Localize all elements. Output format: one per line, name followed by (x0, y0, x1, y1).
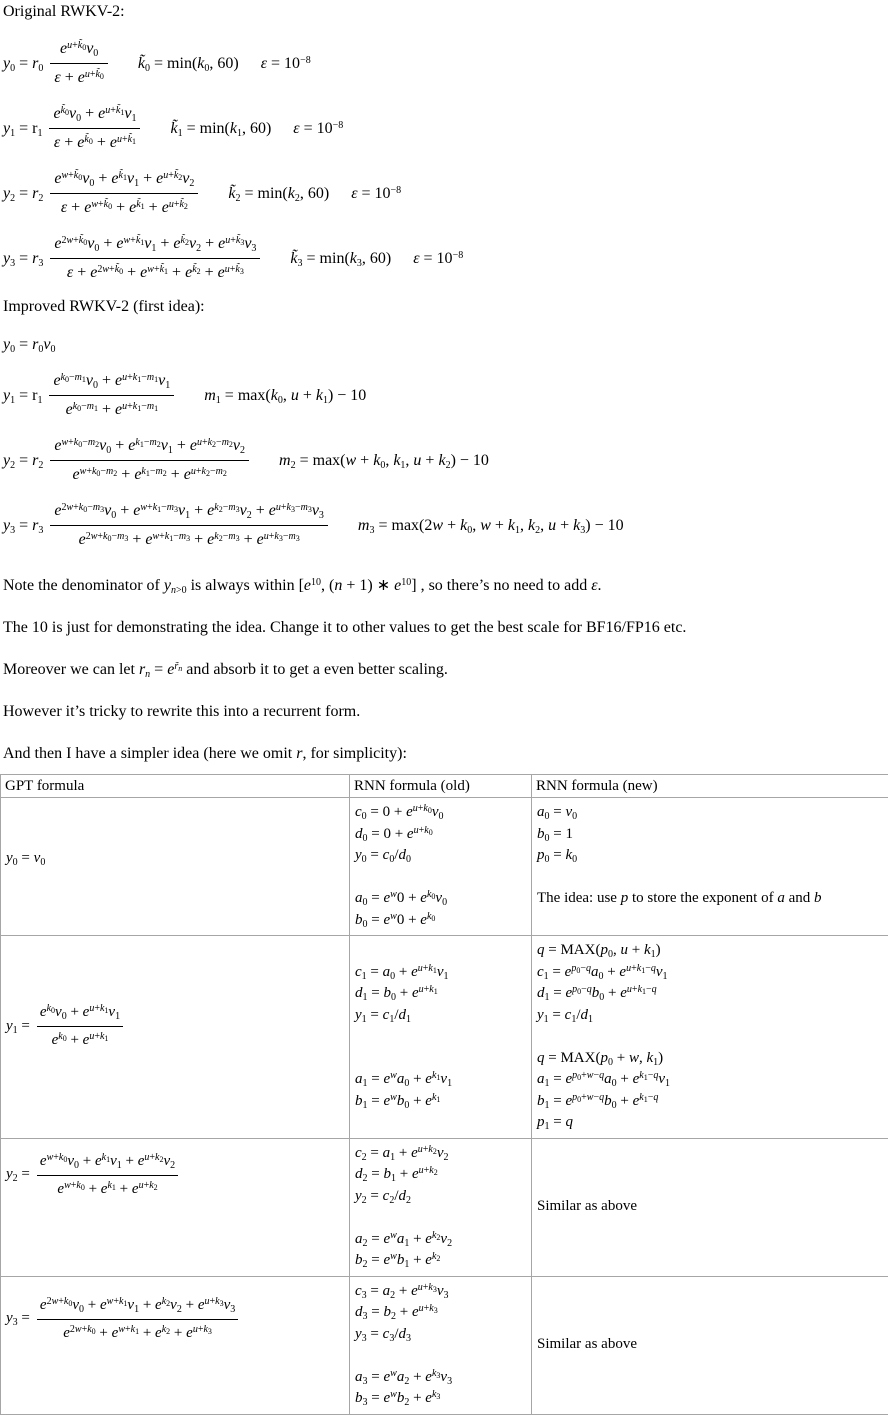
fraction-denominator: $e^{w+k_0} + e^{k_1} + e^{u+k_2}$ (37, 1175, 178, 1200)
fraction (50, 38, 108, 89)
formula-condition: $m_1 = \max(k_0$, $u + k_1) - 10$ (204, 386, 367, 406)
column-header-rnn-new: RNN formula (new) (532, 775, 888, 798)
table-line: $y_2 = c_2/d_2$ (355, 1187, 411, 1206)
formula-lhs: $y_2 = r_2$ (3, 451, 44, 471)
table-line: $d_1 = b_0 + e^{u+k_1}$ (355, 984, 438, 1003)
table-line: $p_1 = q$ (537, 1114, 573, 1132)
fraction-denominator: $\varepsilon + e^{w+k̃_0} + e^{k̃_1} + e^{u+k̃_2}$ (50, 193, 198, 219)
fraction-denominator: $e^{2w+k_0} + e^{w+k_1} + e^{k_2} + e^{u+k_3}$ (37, 1319, 238, 1344)
formula-improved-y2 (3, 435, 888, 486)
table-line (355, 1345, 526, 1367)
rnn-old-cell-y1 (350, 936, 532, 1139)
table-row-y3 (1, 1276, 888, 1414)
formula-comparison-table (0, 774, 888, 1415)
table-line: The idea: use p to store the exponent of a and b (537, 890, 822, 906)
table-line (355, 940, 526, 962)
rnn-old-cell-y3 (350, 1276, 532, 1414)
formula-condition: $k̃_2 = \min(k_2$, 60) (228, 184, 330, 204)
table-line: Similar as above (537, 1336, 637, 1353)
formula-epsilon: $\varepsilon = 10^{-8}$ (413, 249, 464, 267)
table-line: $y_1 = c_1/d_1$ (537, 1006, 593, 1025)
rnn-new-cell-y3 (532, 1276, 888, 1414)
table-row-y2 (1, 1138, 888, 1276)
fraction-denominator: $e^{k_0-m_1} + e^{u+k_1-m_1}$ (49, 395, 174, 421)
fraction (37, 1295, 238, 1344)
column-header-rnn-old: RNN formula (old) (350, 775, 532, 798)
formula-lhs: $y_3 = r_3$ (3, 516, 44, 536)
fraction-numerator: $e^{2w+k̃_0}v_0 + e^{w+k̃_1}v_1 + e^{k̃_2}v_2 + e^{u+k̃_3}v_3$ (54, 235, 257, 254)
rnn-old-cell-y2 (350, 1138, 532, 1276)
note-denominator: Note the denominator of $y_{n>0}$ is always within [$e^{10}$, (n + 1) ∗ $e^{10}$] , so there’s no need to add ε. (3, 577, 602, 596)
table-line: $d_3 = b_2 + e^{u+k_3}$ (355, 1303, 438, 1322)
formula-lhs: $y_1 = r_1$ (3, 386, 43, 406)
table-line: $c_1 = e^{p_0-q}a_0 + e^{u+k_1-q}v_1$ (537, 962, 668, 982)
table-line: $a_0 = v_0$ (537, 804, 578, 822)
table-line (537, 867, 883, 889)
heading-original-rwkv2: Original RWKV-2: (3, 3, 125, 20)
formula-improved-y3 (3, 500, 888, 551)
rnn-old-cell-y0 (350, 798, 532, 936)
heading-improved-rwkv2: Improved RWKV-2 (first idea): (3, 298, 205, 315)
table-line: $a_2 = e^wa_1 + e^{k_2}v_2$ (355, 1229, 453, 1249)
fraction-denominator: $e^{2w+k_0-m_3} + e^{w+k_1-m_3} + e^{k_2-m_3} + e^{u+k_3-m_3}$ (50, 525, 328, 551)
rnn-new-cell-y1 (532, 936, 888, 1139)
fraction (50, 435, 249, 486)
table-line: $q = MAX(p_0$, $u + k_1$) (537, 942, 661, 960)
fraction-numerator: $e^{k_0-m_1}v_0 + e^{u+k_1-m_1}v_1$ (53, 372, 171, 391)
fraction-numerator: $e^{2w+k_0-m_3}v_0 + e^{w+k_1-m_3}v_1 + e^{k_2-m_3}v_2 + e^{u+k_3-m_3}v_3$ (54, 502, 324, 521)
formula-lhs: $y_0 = r_0$ (3, 54, 44, 74)
table-line: $c_0 = 0 + e^{u+k_0}v_0$ (355, 803, 444, 822)
table-line (355, 867, 526, 889)
table-line (355, 1026, 526, 1048)
table-row-y0 (1, 798, 888, 936)
rnn-new-cell-y2 (532, 1138, 888, 1276)
table-line: $b_2 = e^wb_1 + e^{k_2}$ (355, 1251, 441, 1270)
formula-original-y3 (3, 233, 888, 284)
formula-epsilon: $\varepsilon = 10^{-8}$ (293, 119, 344, 137)
fraction-denominator: $e^{k_0} + e^{u+k_1}$ (37, 1026, 123, 1051)
formula-condition: $k̃_3 = \min(k_3$, 60) (290, 249, 392, 269)
gpt-formula-cell-y3 (1, 1276, 350, 1414)
table-line: $a_1 = e^{p_0+w-q}a_0 + e^{k_1-q}v_1$ (537, 1070, 670, 1089)
fraction (50, 500, 328, 551)
fraction-denominator: $\varepsilon + e^{2w+k̃_0} + e^{w+k̃_1} + e^{k̃_2} + e^{u+k̃_3}$ (50, 258, 260, 284)
rnn-new-cell-y0 (532, 798, 888, 936)
table-line: $d_1 = e^{p_0-q}b_0 + e^{u+k_1-q}$ (537, 984, 657, 1003)
formula-original-y0 (3, 38, 888, 89)
gpt-formula-cell-y2 (1, 1138, 350, 1276)
note-absorb: Moreover we can let $r_n = e^{r̃_n}$ and absorb it to get a even better scaling. (3, 661, 448, 680)
fraction-numerator: $e^{w+k̃_0}v_0 + e^{k̃_1}v_1 + e^{u+k̃_2}v_2$ (54, 170, 195, 189)
formula-condition: $m_2 = \max(w + k_0$, $k_1$, $u + k_2) - 10$ (279, 451, 489, 471)
fraction (37, 1002, 123, 1051)
fraction-denominator: $\varepsilon + e^{k̃_0} + e^{u+k̃_1}$ (49, 128, 140, 154)
note-tricky: However it’s tricky to rewrite this into a recurrent form. (3, 703, 361, 720)
formula-original-y2 (3, 168, 888, 219)
table-line: $y_0 = c_0/d_0$ (355, 847, 411, 865)
table-line: $y_1 = c_1/d_1$ (355, 1006, 411, 1025)
table-line: $y_3 = c_3/d_3$ (355, 1325, 411, 1344)
formula-epsilon: $\varepsilon = 10^{-8}$ (351, 184, 402, 202)
formula-lhs: $y_3 = r_3$ (3, 249, 44, 269)
note-scale: The 10 is just for demonstrating the idea. Change it to other values to get the best scale for BF16/FP16 etc. (3, 619, 687, 636)
formula-lhs: $y_3$ = (6, 1310, 30, 1329)
table-line: $a_3 = e^wa_2 + e^{k_3}v_3$ (355, 1367, 453, 1387)
formula-condition: $m_3 = \max(2w + k_0$, $w + k_1$, $k_2$, $u + k_3) - 10$ (357, 516, 624, 536)
fraction-numerator: $e^{w+k_0-m_2}v_0 + e^{k_1-m_2}v_1 + e^{u+k_2-m_2}v_2$ (54, 437, 246, 456)
fraction (37, 1151, 178, 1200)
formula-condition: $k̃_0 = \min(k_0$, 60) (137, 54, 239, 74)
fraction (50, 168, 198, 219)
fraction (49, 370, 174, 421)
gpt-formula-cell-y0: $y_0 = v_0$ (1, 798, 350, 936)
table-line: $c_3 = a_2 + e^{u+k_3}v_3$ (355, 1281, 449, 1301)
formula-lhs: $y_2$ = (6, 1166, 30, 1185)
formula-lhs: $y_2 = r_2$ (3, 184, 44, 204)
table-line: $b_3 = e^wb_2 + e^{k_3}$ (355, 1389, 441, 1408)
formula-epsilon: $\varepsilon = 10^{-8}$ (260, 54, 311, 72)
fraction-numerator: $e^{2w+k_0}v_0 + e^{w+k_1}v_1 + e^{k_2}v_2 + e^{u+k_3}v_3$ (39, 1295, 236, 1315)
table-line: $a_0 = e^w0 + e^{k_0}v_0$ (355, 889, 448, 908)
table-line: $d_0 = 0 + e^{u+k_0}$ (355, 824, 433, 844)
fraction-numerator: $e^{k̃_0}v_0 + e^{u+k̃_1}v_1$ (53, 105, 137, 124)
table-line: $b_1 = e^{p_0+w-q}b_0 + e^{k_1-q}$ (537, 1091, 659, 1111)
fraction (49, 103, 140, 154)
table-line: Similar as above (537, 1198, 637, 1215)
table-line: $b_1 = e^wb_0 + e^{k_1}$ (355, 1091, 441, 1111)
fraction-numerator: $e^{u+k̃_0}v_0$ (59, 40, 99, 59)
fraction-denominator: $\varepsilon + e^{u+k̃_0}$ (50, 63, 108, 89)
table-line: $b_0 = 1$ (537, 825, 573, 844)
formula-improved-y0: $y_0 = r_0v_0$ (3, 336, 56, 355)
table-line: $q = MAX(p_0 + w$, $k_1$) (537, 1049, 664, 1068)
table-line: $d_2 = b_1 + e^{u+k_2}$ (355, 1165, 438, 1184)
formula-original-y1 (3, 103, 888, 154)
formula-condition: $k̃_1 = \min(k_1$, 60) (170, 119, 272, 139)
table-line (355, 1207, 526, 1229)
fraction-numerator: $e^{k_0}v_0 + e^{u+k_1}v_1$ (39, 1003, 121, 1023)
fraction-numerator: $e^{w+k_0}v_0 + e^{k_1}v_1 + e^{u+k_2}v_2$ (39, 1151, 176, 1171)
column-header-gpt-formula: GPT formula (1, 775, 350, 798)
table-line (537, 1026, 883, 1048)
table-row-y1 (1, 936, 888, 1139)
gpt-formula-cell-y1 (1, 936, 350, 1139)
fraction-denominator: $e^{w+k_0-m_2} + e^{k_1-m_2} + e^{u+k_2-m_2}$ (50, 460, 249, 486)
fraction (50, 233, 260, 284)
table-line: $c_1 = a_0 + e^{u+k_1}v_1$ (355, 962, 449, 982)
formula-improved-y1 (3, 370, 888, 421)
table-line: $b_0 = e^w0 + e^{k_0}$ (355, 910, 436, 930)
note-simpler-idea: And then I have a simpler idea (here we omit r, for simplicity): (3, 745, 407, 762)
table-header-row (1, 775, 888, 798)
table-line: $p_0 = k_0$ (537, 847, 578, 865)
formula-lhs: $y_1$ = (6, 1018, 30, 1037)
formula-lhs: $y_1 = r_1$ (3, 119, 43, 139)
table-line (355, 1048, 526, 1070)
table-line: $c_2 = a_1 + e^{u+k_2}v_2$ (355, 1143, 449, 1163)
table-line: $a_1 = e^wa_0 + e^{k_1}v_1$ (355, 1070, 453, 1089)
